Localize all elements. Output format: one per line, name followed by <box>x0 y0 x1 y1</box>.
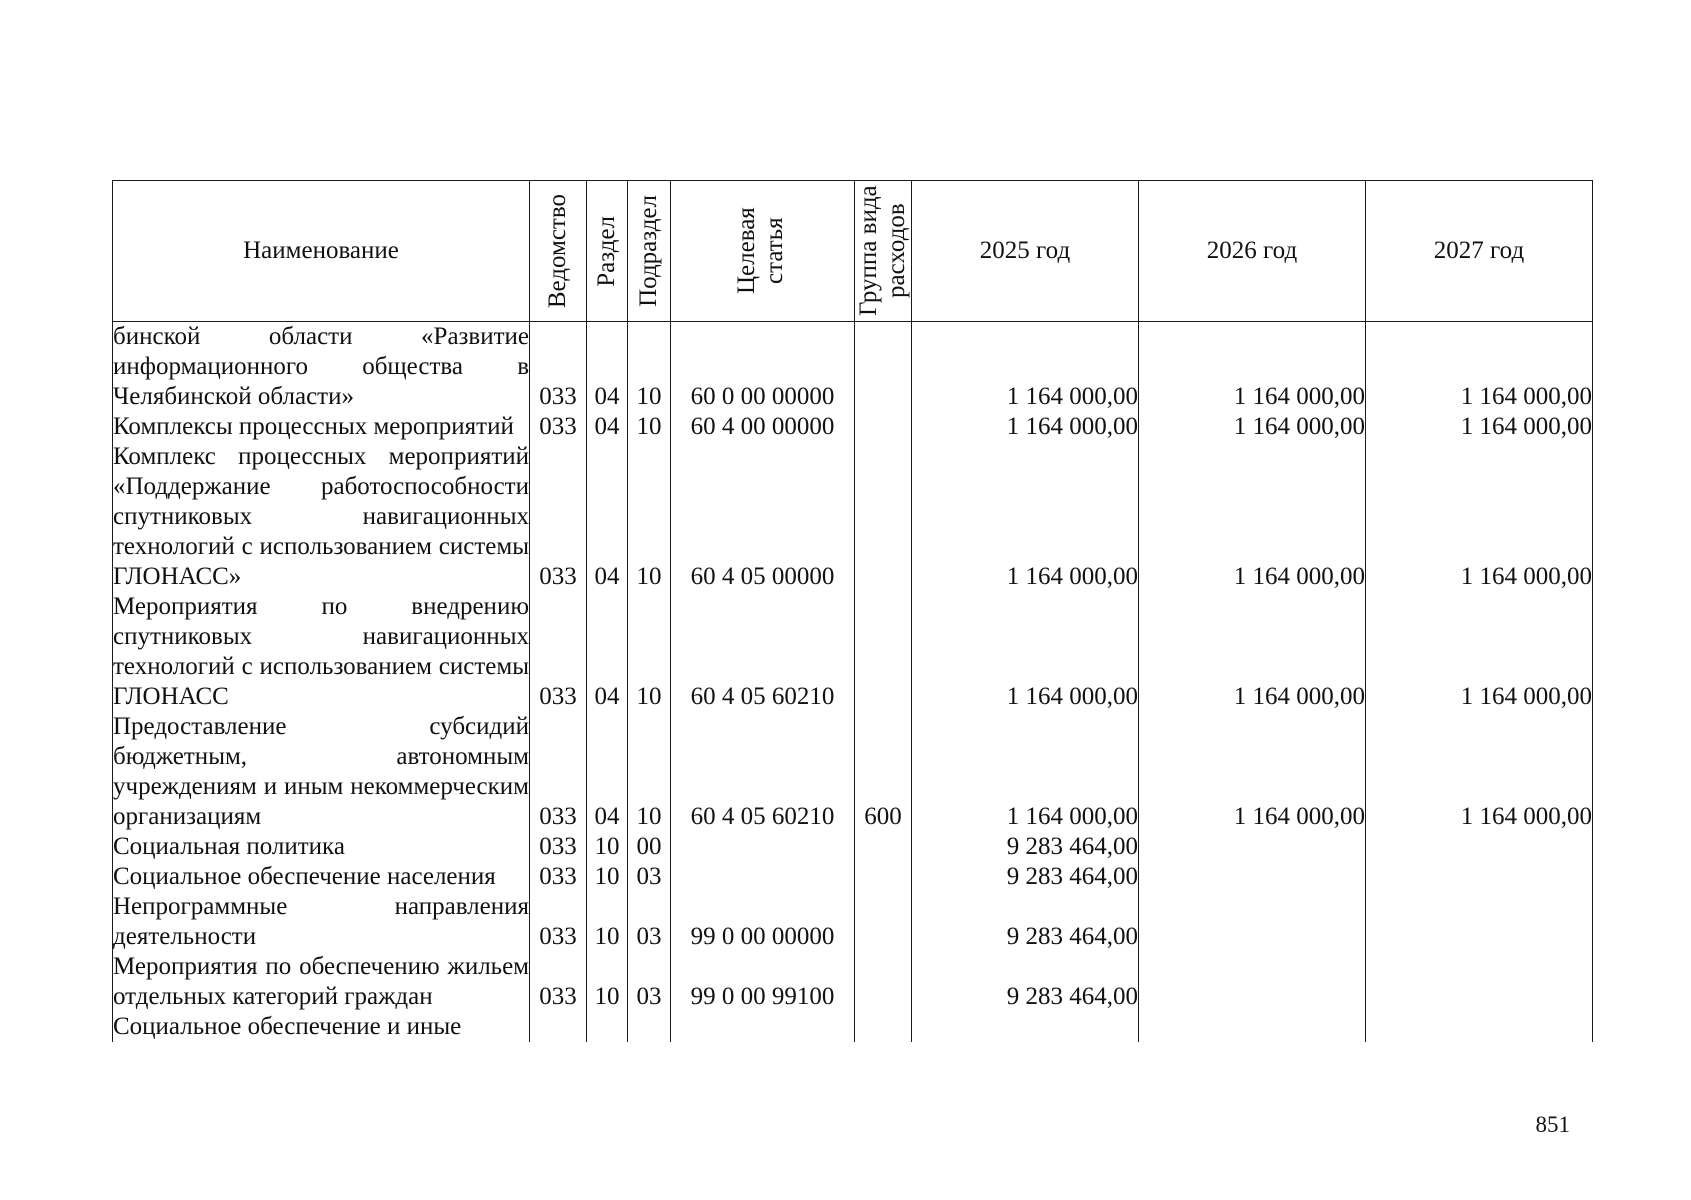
table-row <box>113 442 1593 592</box>
cell-y2027: 1 164 000,00 <box>1366 412 1593 442</box>
cell-name: Социальная политика <box>113 832 530 862</box>
cell-y2027 <box>1366 952 1593 1012</box>
table-row <box>113 892 1593 952</box>
cell-y2027 <box>1366 892 1593 952</box>
table-row <box>113 712 1593 832</box>
cell-ved: 033 <box>530 322 587 413</box>
cell-y2025: 1 164 000,00 <box>912 442 1139 592</box>
header-gruppa <box>855 181 912 322</box>
budget-table <box>112 180 1593 1042</box>
cell-gruppa <box>855 442 912 592</box>
header-podrazdel-label: Подраздел <box>635 195 662 307</box>
cell-name: Непрограммные направления деятельности <box>113 893 529 950</box>
header-vedomstvo-label: Ведомство <box>544 193 571 309</box>
cell-celevaya: 99 0 00 00000 <box>671 892 855 952</box>
cell-ved: 033 <box>530 592 587 712</box>
table-header-row <box>113 181 1593 322</box>
cell-y2025: 9 283 464,00 <box>912 862 1139 892</box>
table-row <box>113 862 1593 892</box>
page-number: 851 <box>1535 1112 1570 1137</box>
cell-gruppa <box>855 412 912 442</box>
cell-gruppa <box>855 892 912 952</box>
header-razdel <box>587 181 628 322</box>
cell-celevaya <box>671 862 855 892</box>
cell-podrazdel: 03 <box>628 862 671 892</box>
cell-gruppa <box>855 862 912 892</box>
cell-y2026: 1 164 000,00 <box>1139 412 1366 442</box>
cell-y2027: 1 164 000,00 <box>1366 322 1593 413</box>
cell-razdel: 10 <box>587 892 628 952</box>
cell-ved: 033 <box>530 712 587 832</box>
cell-podrazdel: 10 <box>628 592 671 712</box>
cell-y2025: 1 164 000,00 <box>912 412 1139 442</box>
table-row <box>113 952 1593 1012</box>
cell-name: Предоставление субсидий бюджетным, автономным учреждениям и иным некоммерческим организациям <box>113 713 529 830</box>
cell-podrazdel <box>628 1012 671 1042</box>
cell-gruppa <box>855 952 912 1012</box>
cell-podrazdel: 03 <box>628 892 671 952</box>
cell-y2026 <box>1139 952 1366 1012</box>
cell-razdel: 04 <box>587 592 628 712</box>
cell-celevaya: 60 4 05 00000 <box>671 442 855 592</box>
cell-y2026 <box>1139 832 1366 862</box>
header-2026: 2026 год <box>1139 181 1366 322</box>
cell-name: Комплекс процессных мероприятий «Поддержание работоспособности спутниковых навигационных технологий с использованием системы ГЛОНАСС» <box>113 443 529 590</box>
cell-y2025 <box>912 1012 1139 1042</box>
cell-podrazdel: 00 <box>628 832 671 862</box>
header-2025: 2025 год <box>912 181 1139 322</box>
cell-gruppa: 600 <box>855 712 912 832</box>
cell-y2025: 9 283 464,00 <box>912 952 1139 1012</box>
table-row <box>113 592 1593 712</box>
cell-celevaya: 60 4 00 00000 <box>671 412 855 442</box>
table-row <box>113 322 1593 413</box>
header-2027: 2027 год <box>1366 181 1593 322</box>
cell-ved: 033 <box>530 952 587 1012</box>
cell-y2026 <box>1139 1012 1366 1042</box>
header-podrazdel <box>628 181 671 322</box>
cell-name: Мероприятия по обеспечению жильем отдельных категорий граждан <box>113 953 529 1010</box>
cell-gruppa <box>855 592 912 712</box>
cell-ved <box>530 1012 587 1042</box>
cell-razdel: 10 <box>587 952 628 1012</box>
cell-y2025: 9 283 464,00 <box>912 832 1139 862</box>
cell-name: Комплексы процессных мероприятий <box>113 412 530 442</box>
cell-gruppa <box>855 322 912 413</box>
cell-y2026: 1 164 000,00 <box>1139 322 1366 413</box>
cell-y2025: 1 164 000,00 <box>912 592 1139 712</box>
table-row <box>113 832 1593 862</box>
cell-podrazdel: 10 <box>628 322 671 413</box>
cell-name: Социальное обеспечение и иные <box>113 1012 530 1042</box>
cell-razdel: 04 <box>587 322 628 413</box>
cell-gruppa <box>855 1012 912 1042</box>
cell-celevaya: 60 4 05 60210 <box>671 712 855 832</box>
header-vedomstvo <box>530 181 587 322</box>
table-row <box>113 1012 1593 1042</box>
cell-name: бинской области «Развитие информационного общества в Челябинской области» <box>113 323 529 410</box>
cell-celevaya: 60 0 00 00000 <box>671 322 855 413</box>
cell-ved: 033 <box>530 832 587 862</box>
cell-podrazdel: 10 <box>628 442 671 592</box>
header-celevaya <box>671 181 855 322</box>
header-razdel-label: Раздел <box>593 215 620 287</box>
cell-y2025: 1 164 000,00 <box>912 712 1139 832</box>
cell-ved: 033 <box>530 412 587 442</box>
table-row <box>113 412 1593 442</box>
cell-y2027: 1 164 000,00 <box>1366 592 1593 712</box>
cell-ved: 033 <box>530 862 587 892</box>
cell-name: Мероприятия по внедрению спутниковых навигационных технологий с использованием системы ГЛОНАСС <box>113 593 529 710</box>
cell-y2026: 1 164 000,00 <box>1139 442 1366 592</box>
cell-podrazdel: 10 <box>628 412 671 442</box>
header-name: Наименование <box>113 181 530 322</box>
cell-podrazdel: 10 <box>628 712 671 832</box>
cell-gruppa <box>855 832 912 862</box>
cell-y2027: 1 164 000,00 <box>1366 712 1593 832</box>
cell-y2025: 1 164 000,00 <box>912 322 1139 413</box>
cell-razdel <box>587 1012 628 1042</box>
cell-razdel: 04 <box>587 442 628 592</box>
header-celevaya-label: Целевая статья <box>732 207 788 295</box>
cell-name: Социальное обеспечение населения <box>113 862 530 892</box>
cell-celevaya <box>671 1012 855 1042</box>
cell-razdel: 10 <box>587 862 628 892</box>
cell-celevaya: 99 0 00 99100 <box>671 952 855 1012</box>
cell-razdel: 10 <box>587 832 628 862</box>
cell-y2027 <box>1366 832 1593 862</box>
cell-y2027: 1 164 000,00 <box>1366 442 1593 592</box>
cell-podrazdel: 03 <box>628 952 671 1012</box>
cell-y2027 <box>1366 862 1593 892</box>
header-gruppa-label: Группа вида расходов <box>855 185 910 317</box>
cell-y2026 <box>1139 892 1366 952</box>
cell-y2026 <box>1139 862 1366 892</box>
cell-celevaya <box>671 832 855 862</box>
cell-razdel: 04 <box>587 712 628 832</box>
cell-celevaya: 60 4 05 60210 <box>671 592 855 712</box>
cell-y2026: 1 164 000,00 <box>1139 712 1366 832</box>
cell-razdel: 04 <box>587 412 628 442</box>
cell-ved: 033 <box>530 442 587 592</box>
cell-y2025: 9 283 464,00 <box>912 892 1139 952</box>
cell-ved: 033 <box>530 892 587 952</box>
cell-y2027 <box>1366 1012 1593 1042</box>
table-body <box>113 322 1593 1043</box>
cell-y2026: 1 164 000,00 <box>1139 592 1366 712</box>
